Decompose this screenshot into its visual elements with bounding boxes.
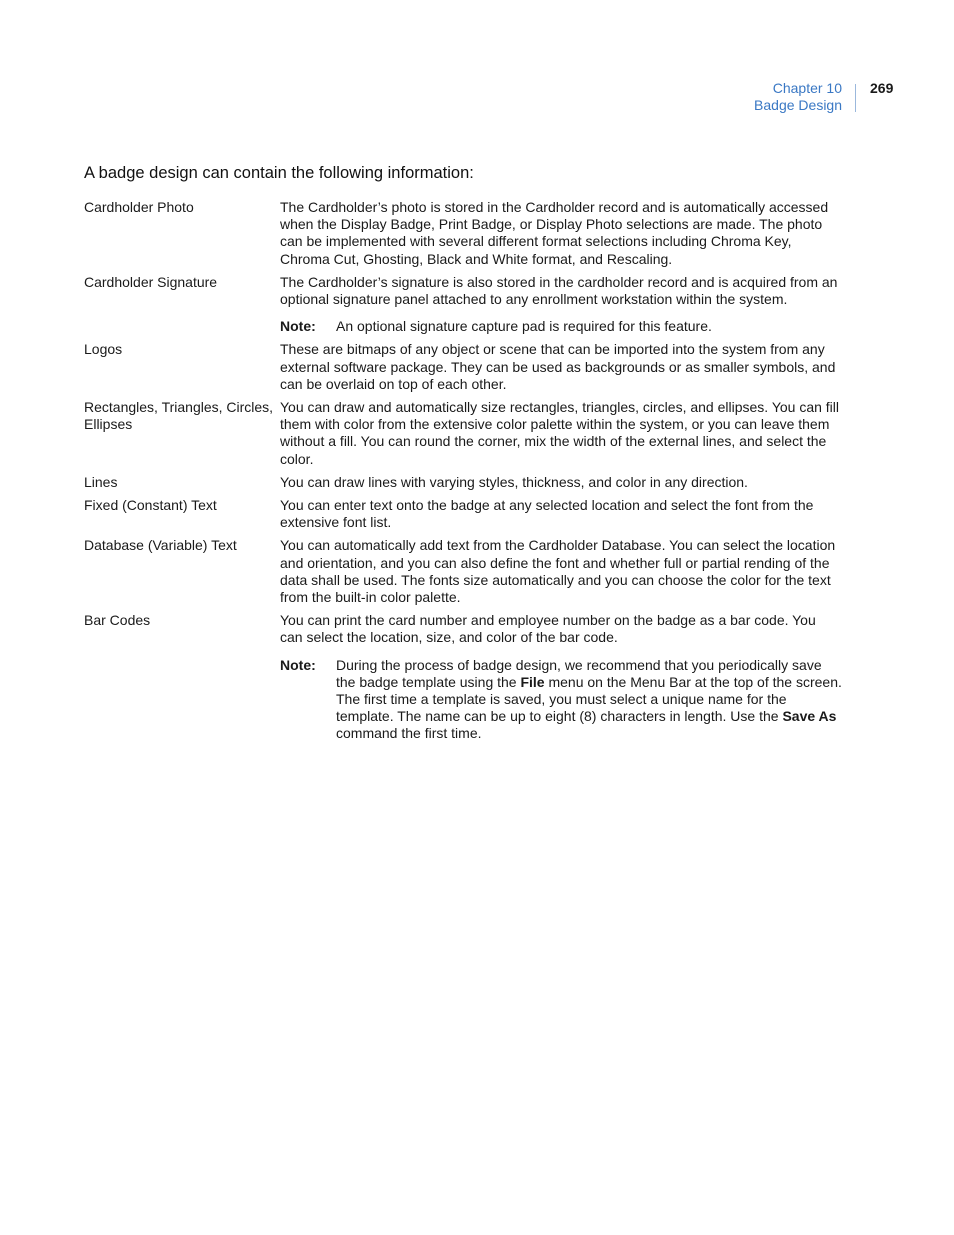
entry-shapes [84, 399, 844, 468]
entry-logos [84, 341, 844, 393]
entry-term: Fixed (Constant) Text [84, 497, 217, 514]
entry-description: You can draw lines with varying styles, thickness, and color in any direction. [280, 473, 748, 490]
section-label: Badge Design [754, 97, 842, 113]
note-label: Note: [280, 656, 316, 673]
entry-description: You can print the card number and employee number on the badge as a bar code. You can select the location, size, and color of the bar code. [280, 612, 816, 646]
header-divider [855, 84, 856, 112]
running-header [754, 80, 842, 114]
entry-term: Bar Codes [84, 612, 151, 629]
note-text [336, 657, 844, 743]
page-header [0, 80, 954, 120]
entry-description: You can draw and automatically size rectangles, triangles, circles, and ellipses. You can fill them with color from the extensive color palette within the system, or you can leave them without a fill. You can round the corner, mix the width of the external lines, and select the color. [280, 399, 840, 467]
entry-bar-codes [84, 612, 844, 646]
entry-lines [84, 474, 844, 491]
entry-term: Database (Variable) Text [84, 537, 237, 554]
entry-cardholder-photo [84, 199, 844, 268]
entry-database-text [84, 537, 844, 606]
note-text-part: command the first time. [336, 725, 482, 742]
entry-term: Cardholder Photo [84, 199, 194, 215]
entry-term: Rectangles, Triangles, Circles, Ellipses [84, 399, 274, 433]
definition-list [84, 199, 844, 749]
page-number: 269 [870, 80, 894, 96]
note-label: Note: [280, 318, 316, 335]
note-signature-pad [280, 318, 844, 335]
entry-fixed-text [84, 497, 844, 531]
note-save-template [280, 657, 844, 743]
chapter-label: Chapter 10 [772, 80, 842, 96]
note-text-part: During the process of badge design, we recommend that you periodically save the badge template using the [336, 656, 822, 690]
note-text: An optional signature capture pad is required for this feature. [336, 318, 712, 335]
entry-description: These are bitmaps of any object or scene that can be imported into the system from any external software package. They can be used as backgrounds or as smaller symbols, and can be overlaid on top of each other. [280, 341, 836, 392]
entry-description: The Cardholder’s photo is stored in the Cardholder record and is automatically accessed when the Display Badge, Print Badge, or Display Photo selections are made. The photo can be implemented with several different format selections including Chroma Key, Chroma Cut, Ghosting, Black and White format, and Rescaling. [280, 199, 829, 267]
intro-sentence: A badge design can contain the following information: [84, 164, 474, 182]
entry-cardholder-signature [84, 274, 844, 308]
entry-description: You can automatically add text from the Cardholder Database. You can select the location and orientation, and you can also define the font and whether full or partial rending of the data shall be used. The fonts size automatically and you can choose the color for the text from the built-in color palette. [280, 537, 836, 606]
entry-description: You can enter text onto the badge at any selected location and select the font from the extensive font list. [280, 497, 814, 531]
entry-term: Lines [84, 473, 118, 490]
entry-term: Logos [84, 341, 123, 358]
save-as-term: Save As [782, 708, 837, 725]
file-menu-term: File [520, 673, 545, 690]
entry-description: The Cardholder’s signature is also stored in the cardholder record and is acquired from an optional signature panel attached to any enrollment workstation within the system. [280, 273, 838, 308]
entry-term: Cardholder Signature [84, 273, 218, 290]
note-text-part: menu on the Menu Bar at the top of the screen. The first time a template is saved, you must select a unique name for the template. The name can be up to eight (8) characters in length. Use the [336, 673, 842, 725]
